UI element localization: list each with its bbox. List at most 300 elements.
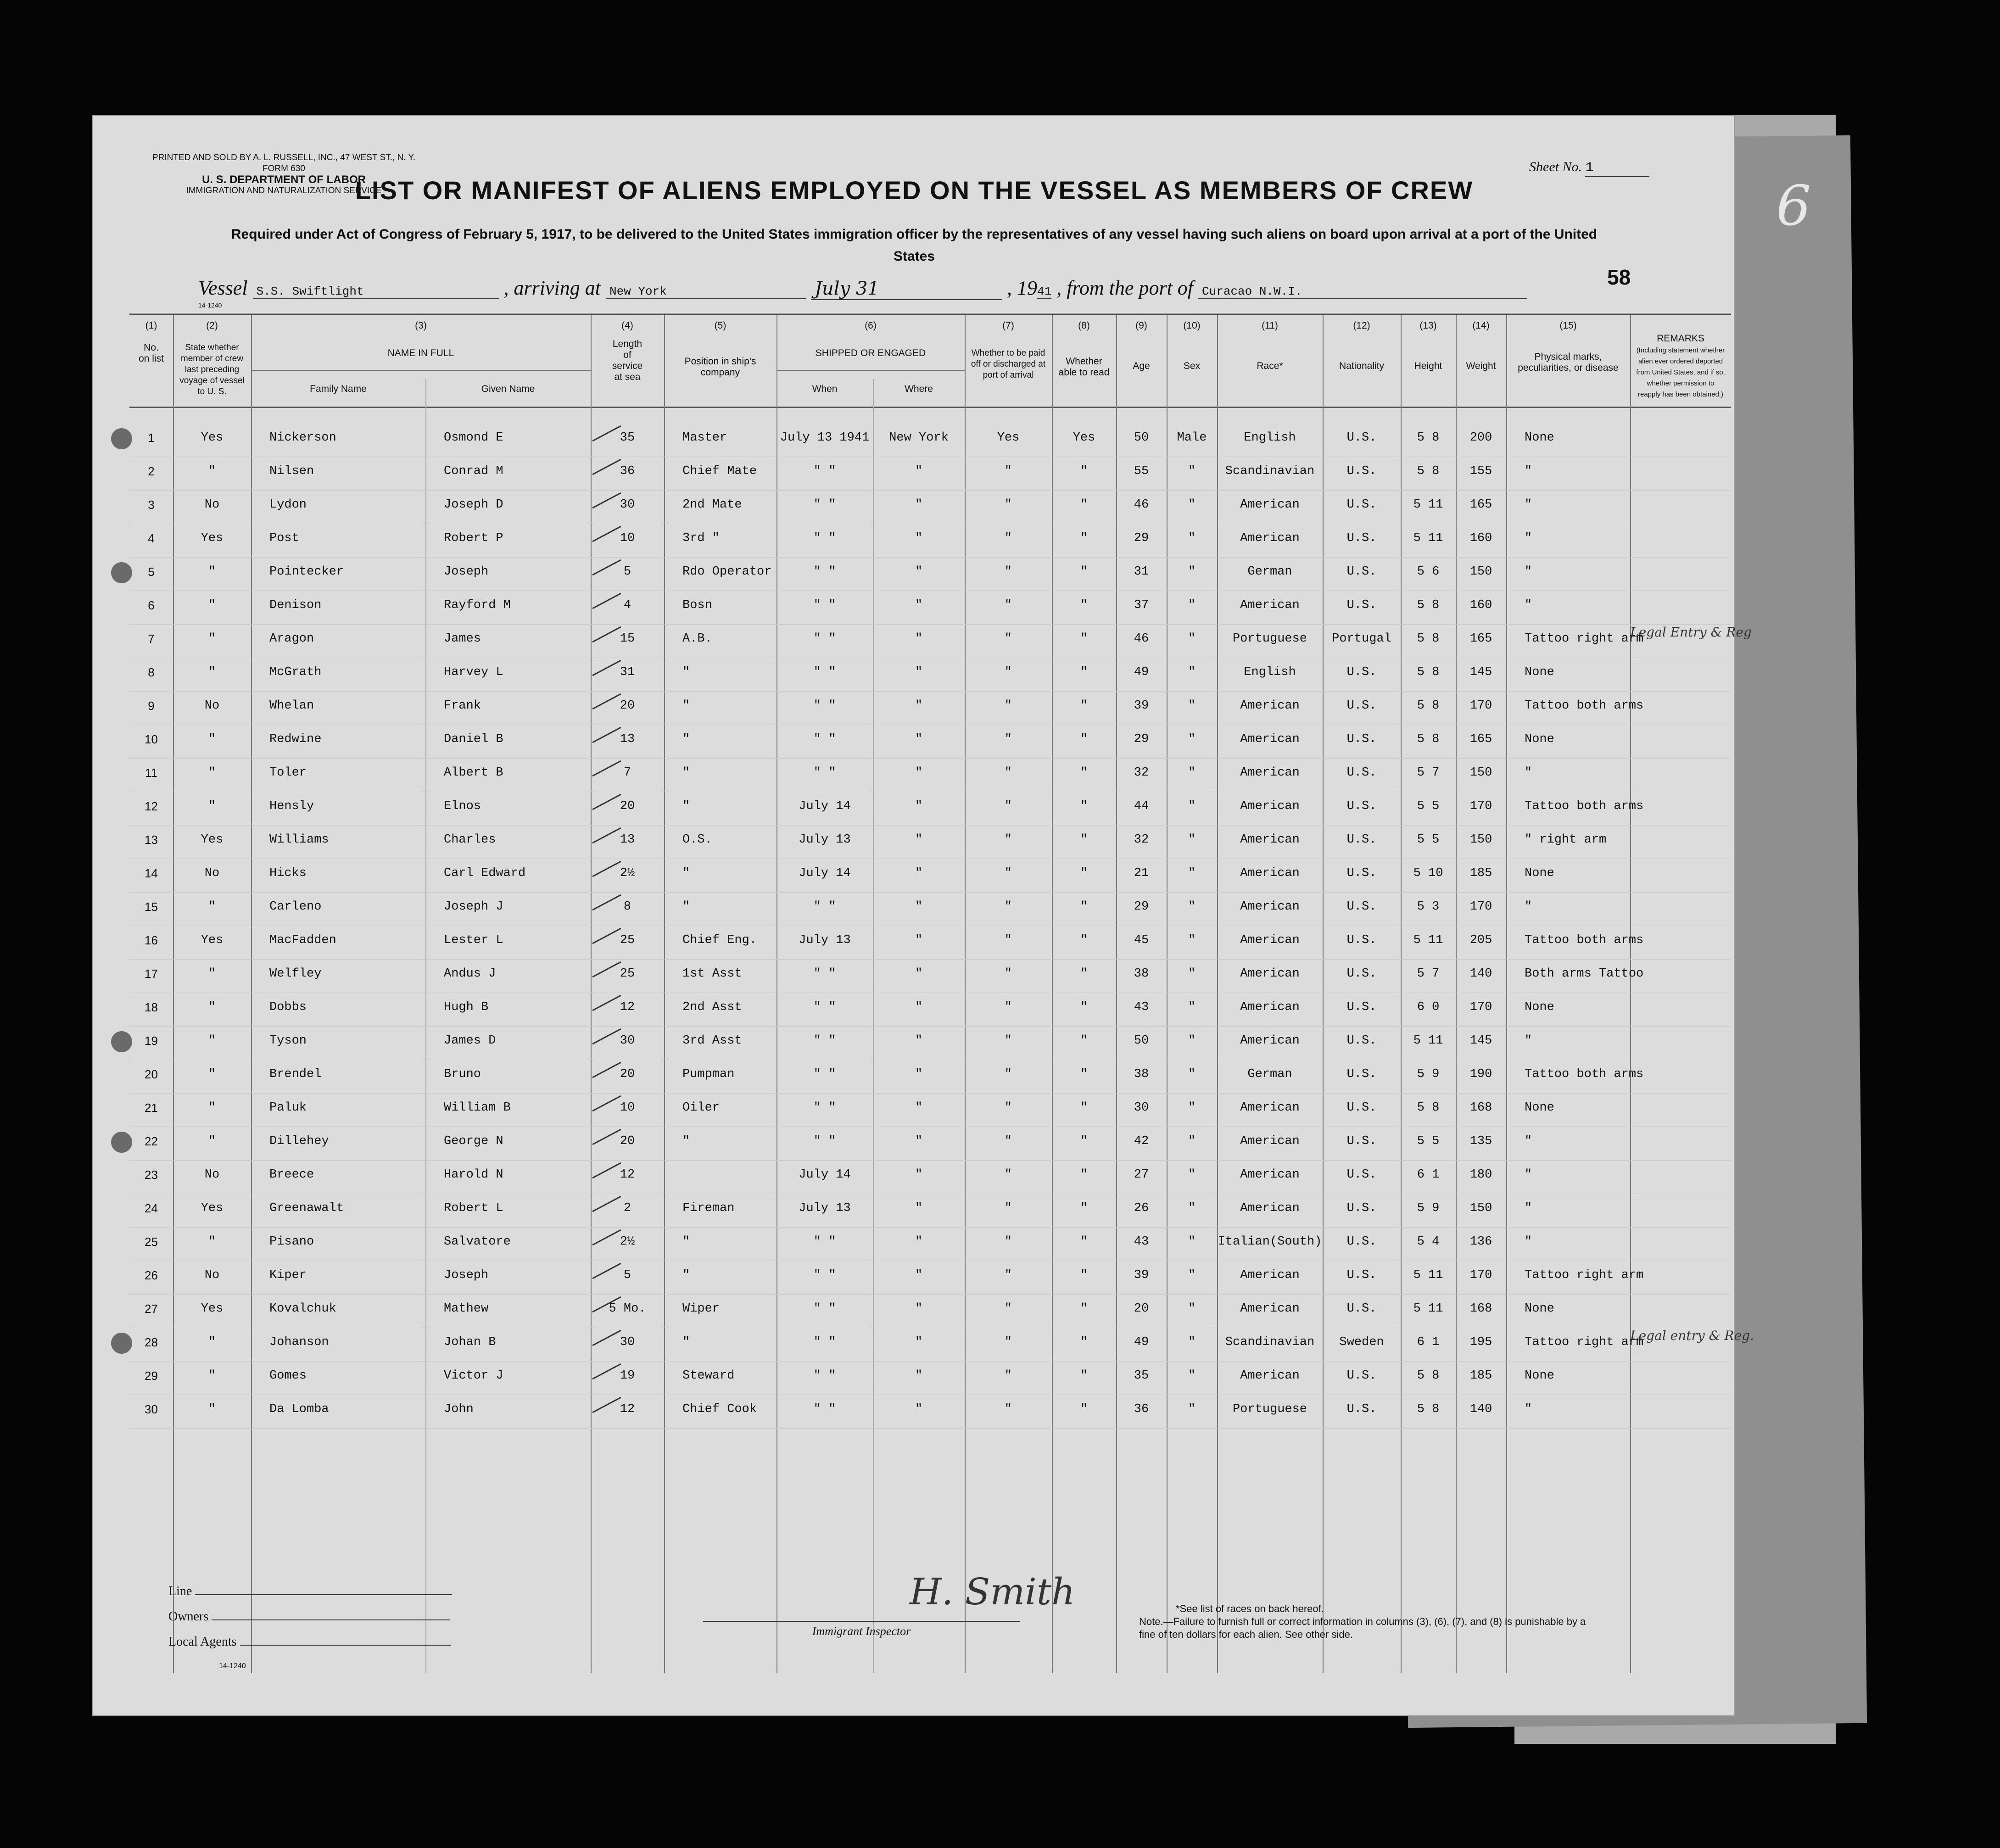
cell-where: " <box>915 1268 923 1282</box>
cell-marks: " <box>1525 1168 1532 1182</box>
cell-family: Lydon <box>269 498 307 512</box>
table-row <box>129 1361 1731 1395</box>
cell-sex: " <box>1188 565 1196 579</box>
header-no-num: (1) <box>145 320 157 331</box>
cell-family: Kiper <box>269 1268 307 1282</box>
cell-where: " <box>915 866 923 880</box>
cell-marks: Tattoo right arm <box>1525 632 1644 646</box>
cell-nat: Portugal <box>1332 632 1391 646</box>
cell-weight: 180 <box>1469 1168 1492 1182</box>
cell-height: 5 8 <box>1417 665 1440 679</box>
header-position-num: (5) <box>714 320 726 331</box>
cell-family: Brendel <box>269 1067 322 1081</box>
cell-no: 19 <box>145 1034 158 1048</box>
cell-age: 31 <box>1134 565 1149 579</box>
cell-sex: " <box>1188 766 1196 780</box>
year-field: 41 <box>1037 285 1052 298</box>
cell-when: " " <box>813 1101 836 1115</box>
page-subtitle: Required under Act of Congress of February 5, 1917, to be delivered to the United States immigration officer by the representatives of any vessel having such aliens on board upon arrival at a port of the United States <box>231 227 1598 264</box>
cell-position: " <box>682 799 690 813</box>
cell-when: July 13 1941 <box>780 431 870 445</box>
punch-hole <box>111 562 132 583</box>
cell-family: Welfley <box>269 967 322 981</box>
cell-family: Denison <box>269 598 322 612</box>
cell-position: " <box>682 900 690 914</box>
cell-crew: " <box>208 1101 216 1115</box>
cell-crew: " <box>208 1235 216 1249</box>
header-weight-num: (14) <box>1472 320 1490 331</box>
cell-paid: " <box>1004 632 1012 646</box>
cell-height: 5 8 <box>1417 1101 1440 1115</box>
cell-sex: " <box>1188 1268 1196 1282</box>
cell-sex: " <box>1188 531 1196 545</box>
cell-position: Bosn <box>682 598 712 612</box>
cell-when: " " <box>813 1000 836 1014</box>
header-service: Length of service at sea <box>612 339 643 382</box>
cell-nat: U.S. <box>1346 799 1377 813</box>
cell-position: " <box>682 766 690 780</box>
cell-no: 15 <box>145 900 158 914</box>
cell-race: American <box>1240 933 1300 947</box>
cell-nat: U.S. <box>1346 1034 1377 1048</box>
cell-race: Portuguese <box>1232 1402 1307 1416</box>
cell-nat: U.S. <box>1346 665 1377 679</box>
printer-line: FORM 630 <box>263 164 305 173</box>
cell-age: 50 <box>1134 431 1149 445</box>
header-weight: Weight <box>1466 361 1496 371</box>
cell-crew: No <box>204 1168 220 1182</box>
cell-service: 31 <box>620 665 635 679</box>
cell-read: " <box>1080 866 1088 880</box>
cell-race: American <box>1240 1101 1300 1115</box>
cell-where: " <box>915 799 923 813</box>
cell-marks: " <box>1525 598 1532 612</box>
cell-nat: U.S. <box>1346 1369 1377 1383</box>
cell-sex: " <box>1188 732 1196 746</box>
cell-position: Wiper <box>682 1302 720 1316</box>
cell-race: Scandinavian <box>1225 1335 1315 1349</box>
cell-paid: " <box>1004 766 1012 780</box>
cell-given: Robert P <box>444 531 503 545</box>
cell-given: Elnos <box>444 799 481 813</box>
cell-age: 46 <box>1134 632 1149 646</box>
vessel-label: Vessel <box>198 277 248 299</box>
cell-no: 21 <box>145 1101 158 1115</box>
cell-service: 25 <box>620 967 635 981</box>
cell-service: 20 <box>620 699 635 713</box>
cell-given: Harold N <box>444 1168 503 1182</box>
cell-family: Dobbs <box>269 1000 307 1014</box>
cell-marks: None <box>1525 866 1554 880</box>
cell-service: 35 <box>620 431 635 445</box>
date-field: July 31 <box>811 278 1002 300</box>
cell-family: Breece <box>269 1168 314 1182</box>
table-row <box>129 825 1731 859</box>
cell-read: " <box>1080 498 1088 512</box>
header-service-num: (4) <box>621 320 633 331</box>
cell-given: Charles <box>444 833 496 847</box>
cell-nat: U.S. <box>1346 732 1377 746</box>
cell-nat: Sweden <box>1339 1335 1384 1349</box>
cell-height: 5 11 <box>1413 933 1443 947</box>
cell-where: " <box>915 967 923 981</box>
footer-notes <box>1139 1602 1598 1641</box>
cell-given: Andus J <box>444 967 496 981</box>
cell-position: " <box>682 1268 690 1282</box>
cell-crew: Yes <box>201 1201 223 1215</box>
cell-sex: " <box>1188 1235 1196 1249</box>
sheet-no-label: Sheet No. <box>1529 159 1582 174</box>
header-marks: Physical marks, peculiarities, or disease <box>1518 352 1619 373</box>
cell-age: 29 <box>1134 531 1149 545</box>
races-note: *See list of races on back hereof. <box>1176 1603 1324 1614</box>
cell-paid: " <box>1004 1067 1012 1081</box>
cell-weight: 185 <box>1469 1369 1492 1383</box>
cell-service: 2½ <box>620 1235 635 1249</box>
cell-remark: Legal entry & Reg. <box>1630 1328 1754 1343</box>
cell-nat: U.S. <box>1346 1268 1377 1282</box>
cell-marks: " <box>1525 464 1532 478</box>
cell-read: " <box>1080 531 1088 545</box>
table-row <box>129 1260 1731 1295</box>
cell-service: 36 <box>620 464 635 478</box>
cell-no: 11 <box>145 766 157 780</box>
cell-service: 10 <box>620 1101 635 1115</box>
page-title: LIST OR MANIFEST OF ALIENS EMPLOYED ON THE VESSEL AS MEMBERS OF CREW <box>355 176 1474 205</box>
cell-family: Carleno <box>269 900 322 914</box>
manifest-sheet <box>92 115 1754 1716</box>
cell-when: " " <box>813 766 836 780</box>
cell-given: Salvatore <box>444 1235 511 1249</box>
header-name-num: (3) <box>415 320 427 331</box>
cell-crew: " <box>208 665 216 679</box>
cell-paid: " <box>1004 1402 1012 1416</box>
cell-height: 6 0 <box>1417 1000 1440 1014</box>
cell-height: 5 11 <box>1413 1034 1443 1048</box>
cell-read: " <box>1080 933 1088 947</box>
cell-nat: U.S. <box>1346 866 1377 880</box>
cell-age: 45 <box>1134 933 1149 947</box>
cell-family: Williams <box>269 833 329 847</box>
cell-crew: " <box>208 1067 216 1081</box>
cell-no: 5 <box>148 565 155 579</box>
cell-given: Albert B <box>444 766 503 780</box>
cell-crew: Yes <box>201 933 223 947</box>
cell-marks: Tattoo both arms <box>1525 699 1644 713</box>
header-shipped-num: (6) <box>865 320 877 331</box>
cell-marks: " <box>1525 1134 1532 1148</box>
vessel-field: S.S. Swiftlight <box>253 285 499 299</box>
cell-nat: U.S. <box>1346 464 1377 478</box>
cell-sex: Male <box>1177 431 1207 445</box>
cell-family: Gomes <box>269 1369 307 1383</box>
page-number: 58 <box>1607 265 1631 289</box>
cell-height: 5 5 <box>1417 833 1440 847</box>
cell-where: " <box>915 1000 923 1014</box>
cell-when: " " <box>813 1235 836 1249</box>
cell-nat: U.S. <box>1346 1402 1377 1416</box>
cell-service: 2½ <box>620 866 635 880</box>
cell-sex: " <box>1188 933 1196 947</box>
cell-height: 5 4 <box>1417 1235 1440 1249</box>
cell-sex: " <box>1188 1101 1196 1115</box>
cell-race: American <box>1240 833 1300 847</box>
cell-paid: " <box>1004 900 1012 914</box>
cell-position: 3rd " <box>682 531 720 545</box>
line-underline <box>195 1594 452 1595</box>
cell-when: " " <box>813 1134 836 1148</box>
header-height-num: (13) <box>1419 320 1437 331</box>
cell-age: 32 <box>1134 766 1149 780</box>
cell-position: " <box>682 866 690 880</box>
table-row <box>129 1160 1731 1194</box>
cell-read: " <box>1080 464 1088 478</box>
cell-age: 27 <box>1134 1168 1149 1182</box>
printer-line: IMMIGRATION AND NATURALIZATION SERVICE <box>186 186 382 195</box>
header-sex-num: (10) <box>1183 320 1201 331</box>
cell-read: " <box>1080 1268 1088 1282</box>
cell-when: " " <box>813 464 836 478</box>
cell-sex: " <box>1188 498 1196 512</box>
header-age-num: (9) <box>1135 320 1147 331</box>
cell-position: 1st Asst <box>682 967 742 981</box>
cell-family: Redwine <box>269 732 322 746</box>
cell-when: " " <box>813 1067 836 1081</box>
cell-marks: None <box>1525 665 1554 679</box>
cell-nat: U.S. <box>1346 699 1377 713</box>
cell-marks: None <box>1525 1000 1554 1014</box>
cell-height: 5 11 <box>1413 1302 1443 1316</box>
cell-height: 5 3 <box>1417 900 1440 914</box>
cell-read: " <box>1080 1402 1088 1416</box>
cell-crew: " <box>208 1335 216 1349</box>
cell-where: " <box>915 498 923 512</box>
cell-nat: U.S. <box>1346 498 1377 512</box>
cell-when: " " <box>813 967 836 981</box>
name-header-rule <box>251 370 591 371</box>
cell-no: 17 <box>145 967 158 981</box>
agents-label: Local Agents <box>168 1635 237 1649</box>
cell-service: 30 <box>620 1034 635 1048</box>
cell-paid: " <box>1004 464 1012 478</box>
header-paid-num: (7) <box>1002 320 1014 331</box>
cell-race: American <box>1240 1302 1300 1316</box>
header-remarks-sub: (Including statement whether alien ever ordered deported from United States, and if so, whether permission to reapply has been obtained.) <box>1636 346 1725 398</box>
cell-marks: Tattoo right arm <box>1525 1335 1644 1349</box>
cell-age: 36 <box>1134 1402 1149 1416</box>
cell-nat: U.S. <box>1346 967 1377 981</box>
cell-crew: " <box>208 900 216 914</box>
cell-sex: " <box>1188 598 1196 612</box>
cell-weight: 145 <box>1469 665 1492 679</box>
cell-crew: No <box>204 866 220 880</box>
cell-marks: Tattoo both arms <box>1525 799 1644 813</box>
cell-service: 20 <box>620 799 635 813</box>
inspector-label: Immigrant Inspector <box>703 1621 1020 1638</box>
cell-weight: 160 <box>1469 531 1492 545</box>
cell-race: American <box>1240 732 1300 746</box>
cell-marks: None <box>1525 1369 1554 1383</box>
cell-sex: " <box>1188 1369 1196 1383</box>
cell-age: 39 <box>1134 1268 1149 1282</box>
cell-where: " <box>915 1369 923 1383</box>
cell-weight: 205 <box>1469 933 1492 947</box>
cell-given: Joseph <box>444 565 489 579</box>
cell-service: 4 <box>623 598 631 612</box>
cell-sex: " <box>1188 1034 1196 1048</box>
cell-given: Lester L <box>444 933 503 947</box>
cell-service: 5 <box>623 565 631 579</box>
cell-height: 6 1 <box>1417 1168 1440 1182</box>
cell-service: 12 <box>620 1000 635 1014</box>
cell-read: " <box>1080 799 1088 813</box>
owners-label: Owners <box>168 1609 209 1624</box>
cell-age: 20 <box>1134 1302 1149 1316</box>
cell-when: July 13 <box>799 833 851 847</box>
header-remarks: REMARKS <box>1657 333 1704 344</box>
cell-weight: 195 <box>1469 1335 1492 1349</box>
cell-paid: " <box>1004 1268 1012 1282</box>
cell-race: American <box>1240 1034 1300 1048</box>
cell-height: 5 10 <box>1413 866 1443 880</box>
cell-family: McGrath <box>269 665 322 679</box>
cell-age: 38 <box>1134 967 1149 981</box>
cell-position: Chief Mate <box>682 464 757 478</box>
cell-weight: 200 <box>1469 431 1492 445</box>
cell-sex: " <box>1188 1335 1196 1349</box>
cell-read: " <box>1080 1101 1088 1115</box>
cell-marks: Tattoo right arm <box>1525 1268 1644 1282</box>
cell-position: " <box>682 665 690 679</box>
cell-paid: " <box>1004 1134 1012 1148</box>
cell-nat: U.S. <box>1346 1168 1377 1182</box>
cell-service: 8 <box>623 900 631 914</box>
cell-where: " <box>915 1302 923 1316</box>
table-row <box>129 791 1731 826</box>
cell-race: German <box>1247 1067 1292 1081</box>
cell-weight: 168 <box>1469 1101 1492 1115</box>
cell-marks: None <box>1525 732 1554 746</box>
cell-paid: " <box>1004 833 1012 847</box>
table-row <box>129 423 1731 457</box>
cell-position: 3rd Asst <box>682 1034 742 1048</box>
cell-age: 26 <box>1134 1201 1149 1215</box>
cell-sex: " <box>1188 464 1196 478</box>
cell-paid: Yes <box>997 431 1020 445</box>
cell-sex: " <box>1188 967 1196 981</box>
cell-marks: " <box>1525 531 1532 545</box>
cell-service: 25 <box>620 933 635 947</box>
cell-age: 44 <box>1134 799 1149 813</box>
cell-remark: Legal Entry & Reg <box>1630 625 1752 640</box>
header-given: Given Name <box>481 384 535 394</box>
cell-where: " <box>915 1335 923 1349</box>
cell-when: " " <box>813 565 836 579</box>
cell-given: Rayford M <box>444 598 511 612</box>
table-row <box>129 557 1731 591</box>
cell-service: 13 <box>620 833 635 847</box>
cell-race: Scandinavian <box>1225 464 1315 478</box>
cell-nat: U.S. <box>1346 598 1377 612</box>
cell-where: New York <box>889 431 949 445</box>
cell-height: 5 8 <box>1417 431 1440 445</box>
cell-when: " " <box>813 1302 836 1316</box>
cell-service: 30 <box>620 1335 635 1349</box>
cell-race: Italian(South) <box>1218 1235 1322 1249</box>
cell-paid: " <box>1004 699 1012 713</box>
cell-given: John <box>444 1402 474 1416</box>
cell-position: " <box>682 1134 690 1148</box>
cell-paid: " <box>1004 598 1012 612</box>
cell-weight: 165 <box>1469 632 1492 646</box>
cell-marks: Tattoo both arms <box>1525 933 1644 947</box>
cell-given: Frank <box>444 699 481 713</box>
cell-paid: " <box>1004 498 1012 512</box>
header-shipped: SHIPPED OR ENGAGED <box>815 348 926 358</box>
cell-position: " <box>682 699 690 713</box>
table-row <box>129 657 1731 692</box>
cell-when: " " <box>813 531 836 545</box>
cell-family: Pisano <box>269 1235 314 1249</box>
cell-sex: " <box>1188 1067 1196 1081</box>
cell-when: " " <box>813 1369 836 1383</box>
cell-service: 19 <box>620 1369 635 1383</box>
header-marks-num: (15) <box>1559 320 1577 331</box>
cell-where: " <box>915 1134 923 1148</box>
cell-race: American <box>1240 1201 1300 1215</box>
cell-height: 5 7 <box>1417 967 1440 981</box>
cell-race: American <box>1240 967 1300 981</box>
crew-table <box>129 313 1754 1673</box>
cell-race: English <box>1244 431 1296 445</box>
cell-when: " " <box>813 598 836 612</box>
table-row <box>129 1294 1731 1328</box>
cell-given: William B <box>444 1101 511 1115</box>
footer-form-number: 14-1240 <box>219 1662 246 1670</box>
cell-no: 30 <box>145 1402 158 1416</box>
cell-marks: " <box>1525 1034 1532 1048</box>
cell-weight: 170 <box>1469 900 1492 914</box>
cell-marks: " <box>1525 498 1532 512</box>
cell-read: " <box>1080 766 1088 780</box>
table-row <box>129 1193 1731 1228</box>
cell-family: Tyson <box>269 1034 307 1048</box>
cell-read: " <box>1080 1335 1088 1349</box>
cell-sex: " <box>1188 866 1196 880</box>
cell-race: American <box>1240 900 1300 914</box>
cell-when: " " <box>813 665 836 679</box>
cell-marks: " <box>1525 766 1532 780</box>
cell-no: 4 <box>148 531 155 545</box>
cell-given: Johan B <box>444 1335 496 1349</box>
header-family: Family Name <box>310 384 367 394</box>
cell-where: " <box>915 665 923 679</box>
cell-marks: " <box>1525 1201 1532 1215</box>
cell-weight: 160 <box>1469 598 1492 612</box>
cell-crew: " <box>208 565 216 579</box>
table-row <box>129 892 1731 926</box>
cell-service: 20 <box>620 1134 635 1148</box>
cell-crew: " <box>208 598 216 612</box>
cell-where: " <box>915 766 923 780</box>
cell-read: " <box>1080 1034 1088 1048</box>
cell-paid: " <box>1004 1168 1012 1182</box>
form-number: 14-1240 <box>198 301 222 309</box>
cell-read: " <box>1080 967 1088 981</box>
punch-hole <box>111 1132 132 1153</box>
cell-race: American <box>1240 531 1300 545</box>
cell-when: " " <box>813 1402 836 1416</box>
